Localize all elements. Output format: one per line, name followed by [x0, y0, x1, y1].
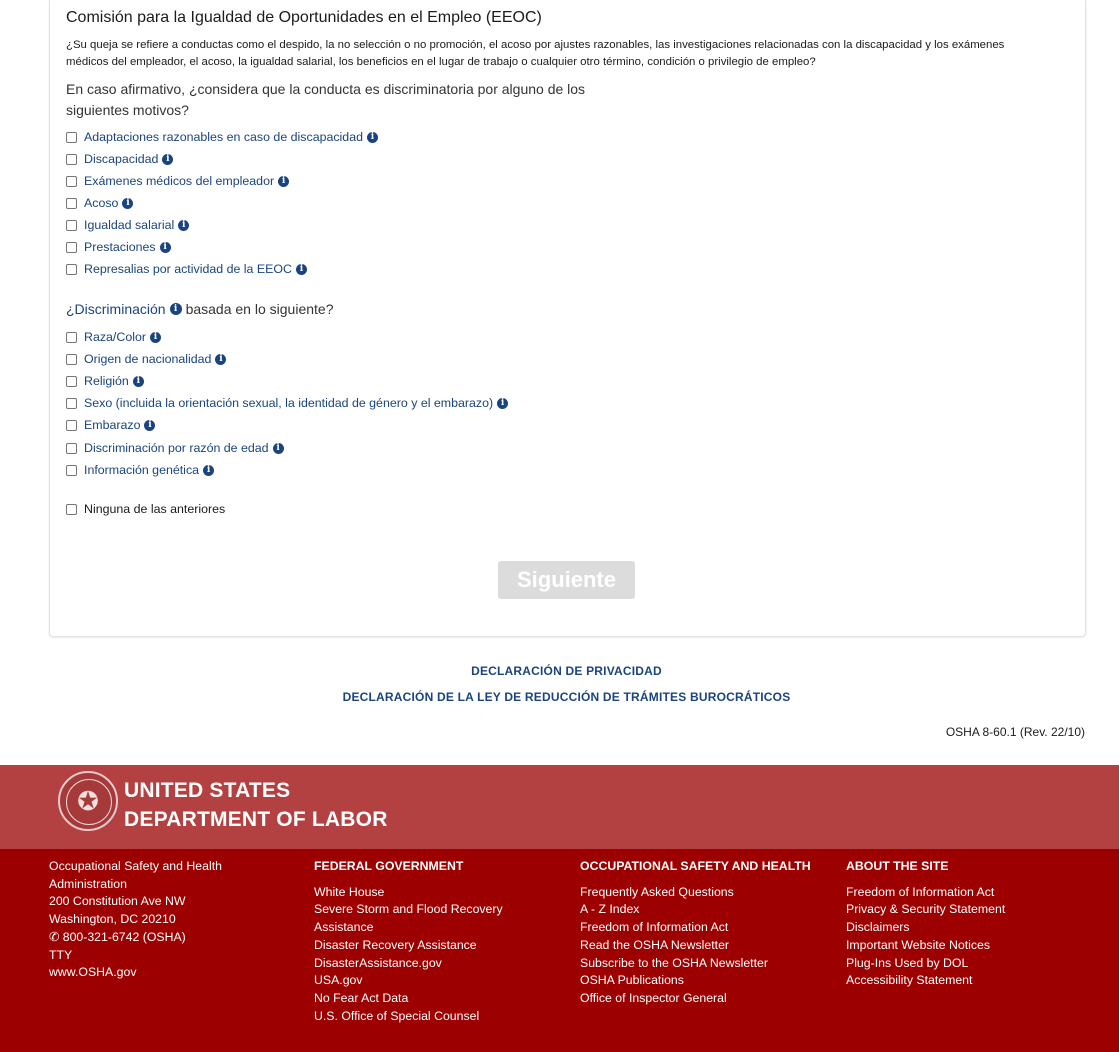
footer-link[interactable]: Subscribe to the OSHA Newsletter [580, 955, 768, 970]
dept-line2[interactable]: DEPARTMENT OF LABOR [124, 808, 388, 831]
section-title: Comisión para la Igualdad de Oportunidades en el Empleo (EEOC) [66, 9, 542, 26]
info-icon[interactable]: i [160, 242, 171, 253]
question-motives: En caso afirmativo, ¿considera que la conducta es discriminatoria por alguno de los siguientes motivos? [66, 81, 586, 118]
checkbox[interactable] [66, 154, 77, 165]
footer-link[interactable]: Plug-Ins Used by DOL [846, 955, 969, 970]
option-label[interactable]: Raza/Color [84, 330, 146, 344]
option-edad[interactable] [66, 440, 284, 456]
option-religion[interactable] [66, 373, 144, 389]
footer-main [0, 849, 1119, 1052]
checkbox[interactable] [66, 242, 77, 253]
dept-logo-text[interactable] [124, 776, 388, 834]
footer-heading: FEDERAL GOVERNMENT [314, 859, 464, 873]
checkbox[interactable] [66, 332, 77, 343]
option-label[interactable]: Discriminación por razón de edad [84, 441, 269, 455]
footer-link[interactable]: Frequently Asked Questions [580, 884, 734, 899]
checkbox[interactable] [66, 376, 77, 387]
address-line: 200 Constitution Ave NW [49, 894, 186, 909]
address-line: Administration [49, 876, 127, 891]
info-icon[interactable]: i [178, 220, 189, 231]
info-icon[interactable]: i [296, 264, 307, 275]
footer-address [49, 858, 222, 982]
checkbox[interactable] [66, 220, 77, 231]
footer-link[interactable]: A - Z Index [580, 902, 640, 917]
footer-link[interactable]: Important Website Notices [846, 937, 990, 952]
option-label[interactable]: Exámenes médicos del empleador [84, 174, 275, 188]
option-origen[interactable] [66, 351, 226, 367]
footer-link[interactable]: Privacy & Security Statement [846, 902, 1006, 917]
footer-link[interactable]: Freedom of Information Act [846, 884, 995, 899]
footer-link[interactable]: Assistance [314, 920, 374, 935]
footer-link[interactable]: Office of Inspector General [580, 990, 727, 1005]
footer-federal [314, 858, 503, 1025]
checkbox[interactable] [66, 420, 77, 431]
option-label[interactable]: Igualdad salarial [84, 218, 175, 232]
info-icon[interactable]: i [278, 176, 289, 187]
option-label[interactable]: Adaptaciones razonables en caso de discapacidad [84, 130, 363, 144]
info-icon[interactable]: i [273, 443, 284, 454]
checkbox[interactable] [66, 198, 77, 209]
tty-link[interactable]: TTY [49, 947, 73, 962]
info-icon[interactable]: i [367, 132, 378, 143]
option-prestaciones[interactable] [66, 239, 171, 255]
checkbox[interactable] [66, 443, 77, 454]
option-sexo[interactable] [66, 395, 508, 411]
option-genetica[interactable] [66, 462, 214, 478]
checkbox[interactable] [66, 504, 77, 515]
footer-link[interactable]: U.S. Office of Special Counsel [314, 1008, 480, 1023]
form-id: OSHA 8-60.1 (Rev. 22/10) [945, 725, 1085, 739]
footer-link[interactable]: OSHA Publications [580, 973, 684, 988]
option-igualdad-salarial[interactable] [66, 217, 189, 233]
option-examenes[interactable] [66, 173, 289, 189]
option-represalias[interactable] [66, 261, 307, 277]
next-button[interactable]: Siguiente [498, 561, 635, 599]
footer-heading: OCCUPATIONAL SAFETY AND HEALTH [580, 859, 811, 873]
footer-link[interactable]: Accessibility Statement [846, 973, 973, 988]
option-label[interactable]: Información genética [84, 463, 200, 477]
option-label[interactable]: Acoso [84, 196, 119, 210]
question-discrimination [66, 301, 333, 317]
option-label[interactable]: Religión [84, 374, 129, 388]
option-none[interactable] [66, 501, 225, 517]
address-line: Occupational Safety and Health [49, 859, 222, 873]
info-icon[interactable]: i [144, 420, 155, 431]
phone-number[interactable]: 800-321-6742 (OSHA) [62, 929, 186, 944]
phone-line[interactable] [49, 929, 222, 947]
footer-heading: ABOUT THE SITE [846, 859, 949, 873]
footer-link[interactable]: Disclaimers [846, 920, 910, 935]
checkbox[interactable] [66, 264, 77, 275]
info-icon[interactable]: i [203, 465, 214, 476]
osha-site-link[interactable]: www.OSHA.gov [49, 965, 137, 980]
dol-seal-icon[interactable] [58, 771, 118, 831]
info-icon[interactable]: i [497, 398, 508, 409]
option-label[interactable]: Discapacidad [84, 152, 159, 166]
footer-link[interactable]: Freedom of Information Act [580, 920, 729, 935]
option-raza-color[interactable] [66, 329, 161, 345]
checkbox[interactable] [66, 465, 77, 476]
option-label[interactable]: Embarazo [84, 418, 141, 432]
option-embarazo[interactable] [66, 417, 155, 433]
option-discapacidad[interactable] [66, 151, 173, 167]
info-icon[interactable]: i [170, 303, 182, 315]
paperwork-link[interactable]: DECLARACIÓN DE LA LEY DE REDUCCIÓN DE TRÁMITES BUROCRÁTICOS [342, 690, 791, 704]
footer-link[interactable]: No Fear Act Data [314, 990, 409, 1005]
option-acoso[interactable] [66, 195, 133, 211]
info-icon[interactable]: i [133, 376, 144, 387]
checkbox[interactable] [66, 398, 77, 409]
option-label[interactable]: Sexo (incluida la orientación sexual, la identidad de género y el embarazo) [84, 396, 494, 410]
footer-link[interactable]: USA.gov [314, 973, 363, 988]
privacy-link[interactable]: DECLARACIÓN DE PRIVACIDAD [471, 664, 662, 678]
dept-line1[interactable]: UNITED STATES [124, 779, 291, 802]
option-label[interactable]: Ninguna de las anteriores [84, 502, 226, 516]
info-icon[interactable]: i [122, 198, 133, 209]
footer-osha [580, 858, 811, 1008]
info-icon[interactable]: i [162, 154, 173, 165]
footer-link[interactable]: Severe Storm and Flood Recovery [314, 902, 503, 917]
intro-text: ¿Su queja se refiere a conductas como el despido, la no selección o no promoción, el acoso por ajustes razonables, las investigaciones relacionadas con la discapacidad y los exámenes médicos del empleador, el acoso, la igualdad salarial, los beneficios en el lugar de trabajo o cualquier otro término, condición o privilegio de empleo? [66, 39, 1005, 68]
checkbox[interactable] [66, 176, 77, 187]
option-label[interactable]: Origen de nacionalidad [84, 352, 212, 366]
footer-link[interactable]: White House [314, 884, 385, 899]
question-rest: basada en lo siguiente? [185, 301, 334, 317]
phone-icon: ✆ [49, 929, 63, 944]
discrimination-link[interactable]: ¿Discriminación [66, 301, 166, 317]
option-adaptaciones[interactable] [66, 129, 378, 145]
option-label[interactable]: Represalias por actividad de la EEOC [84, 262, 292, 276]
footer-link[interactable]: DisasterAssistance.gov [314, 955, 442, 970]
footer-about [846, 858, 1005, 990]
info-icon[interactable]: i [150, 332, 161, 343]
info-icon[interactable]: i [215, 354, 226, 365]
checkbox[interactable] [66, 132, 77, 143]
address-line: Washington, DC 20210 [49, 912, 176, 927]
footer-link[interactable]: Read the OSHA Newsletter [580, 937, 729, 952]
option-label[interactable]: Prestaciones [84, 240, 156, 254]
footer-link[interactable]: Disaster Recovery Assistance [314, 937, 477, 952]
checkbox[interactable] [66, 354, 77, 365]
